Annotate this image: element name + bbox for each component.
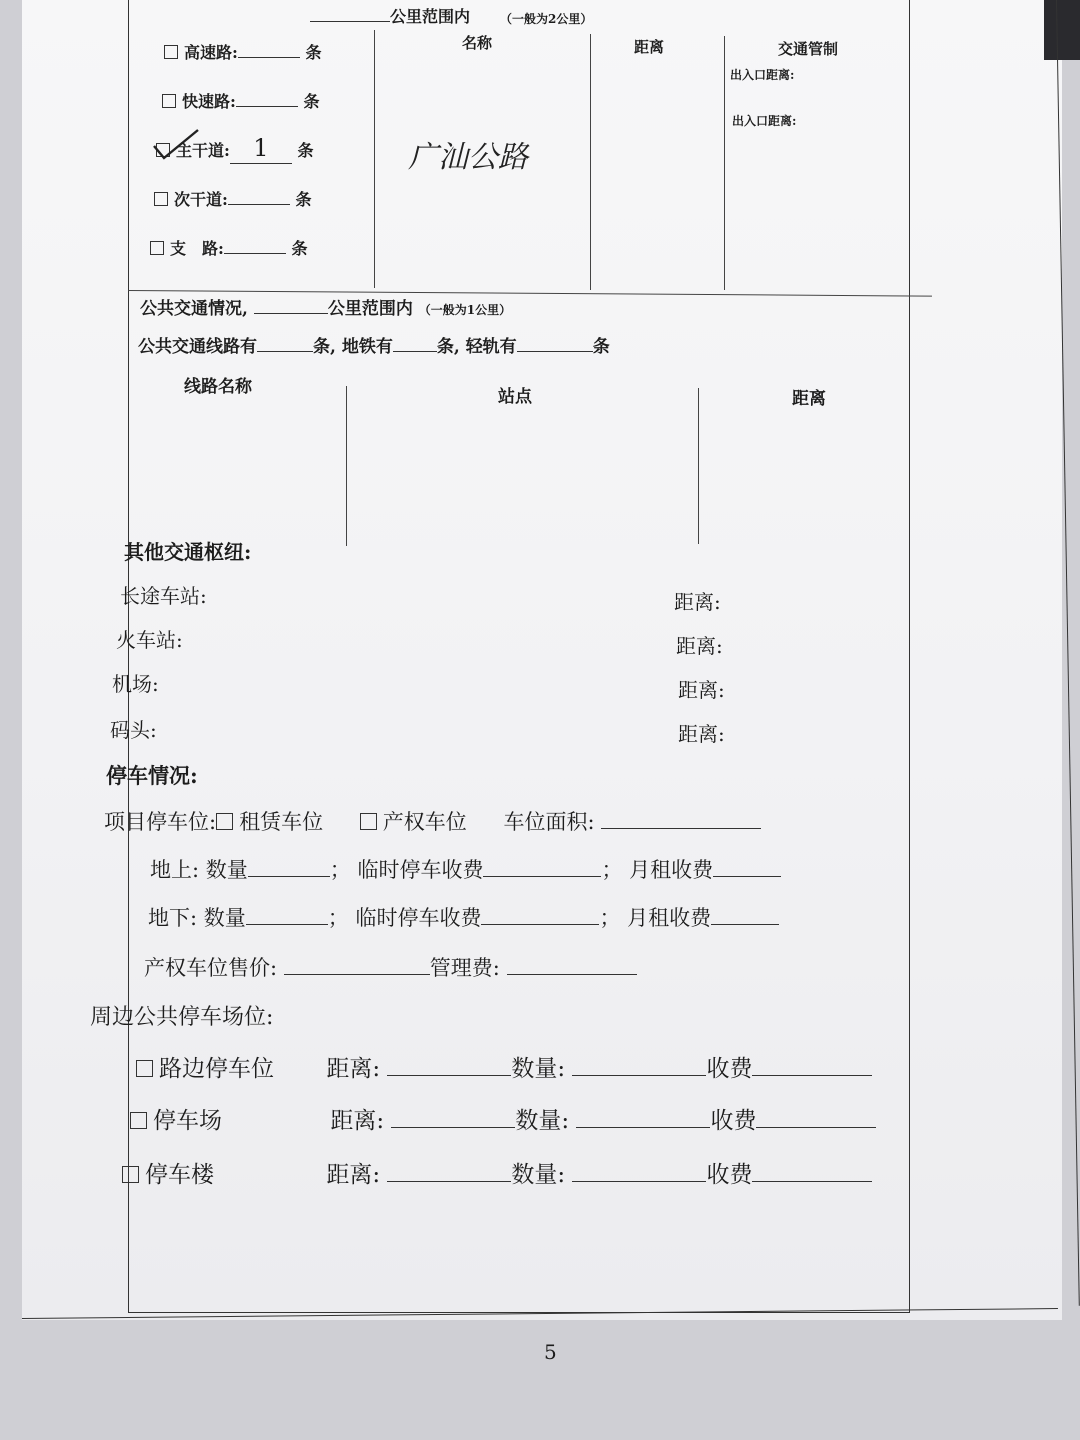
above-temp-fee-label: 临时停车收费 — [357, 858, 484, 883]
space-area-blank[interactable] — [601, 806, 761, 829]
road-unit: 条 — [297, 141, 314, 160]
metro-unit: 条, — [436, 337, 460, 357]
separator: ； — [327, 906, 349, 931]
road-unit: 条 — [303, 92, 320, 111]
road-count-blank[interactable] — [238, 40, 300, 58]
below-count-blank[interactable] — [246, 902, 328, 925]
below-monthly-fee-blank[interactable] — [711, 902, 779, 925]
rent-space-checkbox[interactable] — [216, 813, 233, 830]
parking-project-line — [104, 806, 761, 836]
transit-title: 公共交通情况, — [140, 299, 248, 319]
road-count-blank[interactable] — [224, 236, 286, 254]
hub-label: 码头: — [110, 718, 157, 742]
road-unit: 条 — [295, 190, 312, 209]
hub-label: 机场: — [112, 672, 159, 696]
separator: ； — [601, 858, 623, 883]
above-ground-line — [150, 854, 781, 884]
rent-space-label: 租赁车位 — [239, 810, 324, 835]
separator: ； — [599, 906, 621, 931]
road-type-row — [154, 187, 312, 210]
transit-title-line — [140, 294, 511, 319]
below-ground-line — [148, 902, 779, 932]
road-col-distance: 距离 — [634, 38, 665, 56]
mgmt-fee-label: 管理费: — [429, 956, 500, 981]
transit-lines-blank[interactable] — [257, 333, 313, 352]
nearby-count-label: 数量: — [511, 1162, 566, 1188]
road-type-label: 支 路: — [170, 239, 224, 258]
nearby-count-blank[interactable] — [572, 1157, 706, 1182]
nearby-type-label: 停车楼 — [145, 1162, 214, 1188]
road-col-traffic-control: 交通管制 — [778, 40, 839, 58]
above-monthly-fee-label: 月租收费 — [629, 858, 714, 883]
parking-project-label: 项目停车位: — [104, 810, 217, 835]
road-checkbox[interactable] — [154, 192, 168, 206]
nearby-count-label: 数量: — [511, 1056, 566, 1082]
nearby-checkbox[interactable] — [136, 1060, 153, 1077]
nearby-count-blank[interactable] — [572, 1051, 706, 1076]
road-type-row — [162, 89, 320, 112]
road-type-label: 快速路: — [182, 92, 236, 111]
hub-distance-label: 距离: — [678, 722, 725, 746]
transit-lines-unit: 条, — [313, 337, 336, 357]
below-monthly-fee-label: 月租收费 — [627, 906, 712, 931]
nearby-parking-row — [130, 1102, 876, 1135]
transit-range-label: 公里范围内 — [327, 299, 413, 319]
light-rail-blank[interactable] — [517, 333, 593, 352]
nearby-parking-row — [136, 1050, 872, 1083]
transit-lines-line — [138, 332, 610, 357]
hub-label: 长途车站: — [120, 584, 207, 608]
hub-distance-label: 距离: — [676, 634, 723, 658]
below-count-label: 数量 — [203, 906, 246, 931]
road-count-blank[interactable] — [236, 89, 298, 107]
light-rail-unit: 条 — [592, 337, 610, 357]
binder-edge — [1044, 0, 1080, 60]
property-price-blank[interactable] — [284, 952, 430, 975]
above-count-label: 数量 — [205, 858, 248, 883]
road-range-note: （一般为2公里） — [500, 12, 593, 26]
handwritten-road-name: 广汕公路 — [408, 140, 528, 175]
road-divider-1 — [374, 30, 375, 288]
road-exit-distance-1: 出入口距离: — [730, 68, 795, 82]
nearby-distance-label: 距离: — [326, 1056, 381, 1082]
road-range-label: 公里范围内 — [390, 7, 471, 26]
nearby-distance-label: 距离: — [330, 1108, 385, 1134]
hubs-title: 其他交通枢纽: — [124, 540, 252, 564]
road-checkbox[interactable] — [164, 45, 178, 59]
nearby-checkbox[interactable] — [130, 1112, 147, 1129]
road-range-blank[interactable] — [310, 4, 390, 22]
check-mark-icon — [150, 126, 210, 166]
transit-col-distance: 距离 — [792, 389, 826, 409]
mgmt-fee-blank[interactable] — [507, 952, 637, 975]
transit-range-note: （一般为1公里） — [418, 303, 512, 317]
nearby-distance-blank[interactable] — [387, 1157, 511, 1182]
below-ground-label: 地下: — [148, 906, 198, 931]
road-type-row — [164, 40, 322, 63]
nearby-parking-title: 周边公共停车场位: — [90, 1005, 274, 1030]
road-unit: 条 — [291, 239, 308, 258]
page-number: 5 — [544, 1340, 557, 1364]
hub-label: 火车站: — [116, 628, 183, 652]
below-temp-fee-label: 临时停车收费 — [355, 906, 482, 931]
road-count-blank[interactable] — [228, 187, 290, 205]
nearby-type-label: 路边停车位 — [159, 1056, 274, 1082]
nearby-fee-label: 收费 — [706, 1056, 753, 1082]
road-exit-distance-2: 出入口距离: — [732, 114, 797, 128]
road-unit: 条 — [305, 43, 322, 62]
nearby-fee-label: 收费 — [710, 1108, 757, 1134]
property-space-checkbox[interactable] — [360, 813, 377, 830]
transit-divider-1 — [346, 386, 347, 546]
space-area-label: 车位面积: — [503, 810, 595, 835]
transit-lines-prefix: 公共交通线路有 — [138, 337, 257, 357]
road-col-name: 名称 — [462, 34, 493, 52]
road-type-row — [150, 236, 308, 259]
property-price-line — [144, 952, 637, 982]
nearby-fee-blank[interactable] — [752, 1051, 872, 1076]
road-checkbox[interactable] — [150, 241, 164, 255]
property-price-label: 产权车位售价: — [144, 956, 278, 981]
hub-distance-label: 距离: — [674, 590, 721, 614]
nearby-count-blank[interactable] — [576, 1103, 710, 1128]
nearby-count-label: 数量: — [515, 1108, 570, 1134]
nearby-distance-blank[interactable] — [387, 1051, 511, 1076]
transit-col-line-name: 线路名称 — [184, 377, 252, 397]
below-temp-fee-blank[interactable] — [481, 902, 599, 925]
light-rail-label: 轻轨有 — [465, 337, 517, 357]
nearby-distance-label: 距离: — [326, 1162, 381, 1188]
road-range-line — [310, 4, 470, 27]
above-temp-fee-blank[interactable] — [483, 854, 601, 877]
road-type-label: 高速路: — [184, 43, 238, 62]
road-checkbox[interactable] — [162, 94, 176, 108]
road-count-blank[interactable]: 1 — [230, 138, 292, 164]
road-type-label: 主干道: — [176, 141, 230, 160]
parking-title: 停车情况: — [106, 763, 198, 788]
metro-blank[interactable] — [393, 333, 437, 352]
above-ground-label: 地上: — [150, 858, 200, 883]
transit-col-station: 站点 — [498, 387, 532, 407]
road-type-label: 次干道: — [174, 190, 228, 209]
nearby-distance-blank[interactable] — [391, 1103, 515, 1128]
nearby-fee-blank[interactable] — [752, 1157, 872, 1182]
hub-distance-label: 距离: — [678, 678, 725, 702]
transit-range-blank[interactable] — [254, 295, 328, 314]
road-divider-3 — [724, 36, 725, 290]
above-count-blank[interactable] — [248, 854, 330, 877]
nearby-type-label: 停车场 — [153, 1108, 222, 1134]
property-space-label: 产权车位 — [382, 810, 467, 835]
nearby-fee-blank[interactable] — [756, 1103, 876, 1128]
separator: ； — [329, 858, 351, 883]
above-monthly-fee-blank[interactable] — [713, 854, 781, 877]
metro-label: 地铁有 — [341, 337, 393, 357]
nearby-fee-label: 收费 — [706, 1162, 753, 1188]
road-divider-2 — [590, 34, 591, 290]
nearby-parking-row — [122, 1156, 872, 1189]
nearby-checkbox[interactable] — [122, 1166, 139, 1183]
transit-divider-2 — [698, 388, 699, 544]
